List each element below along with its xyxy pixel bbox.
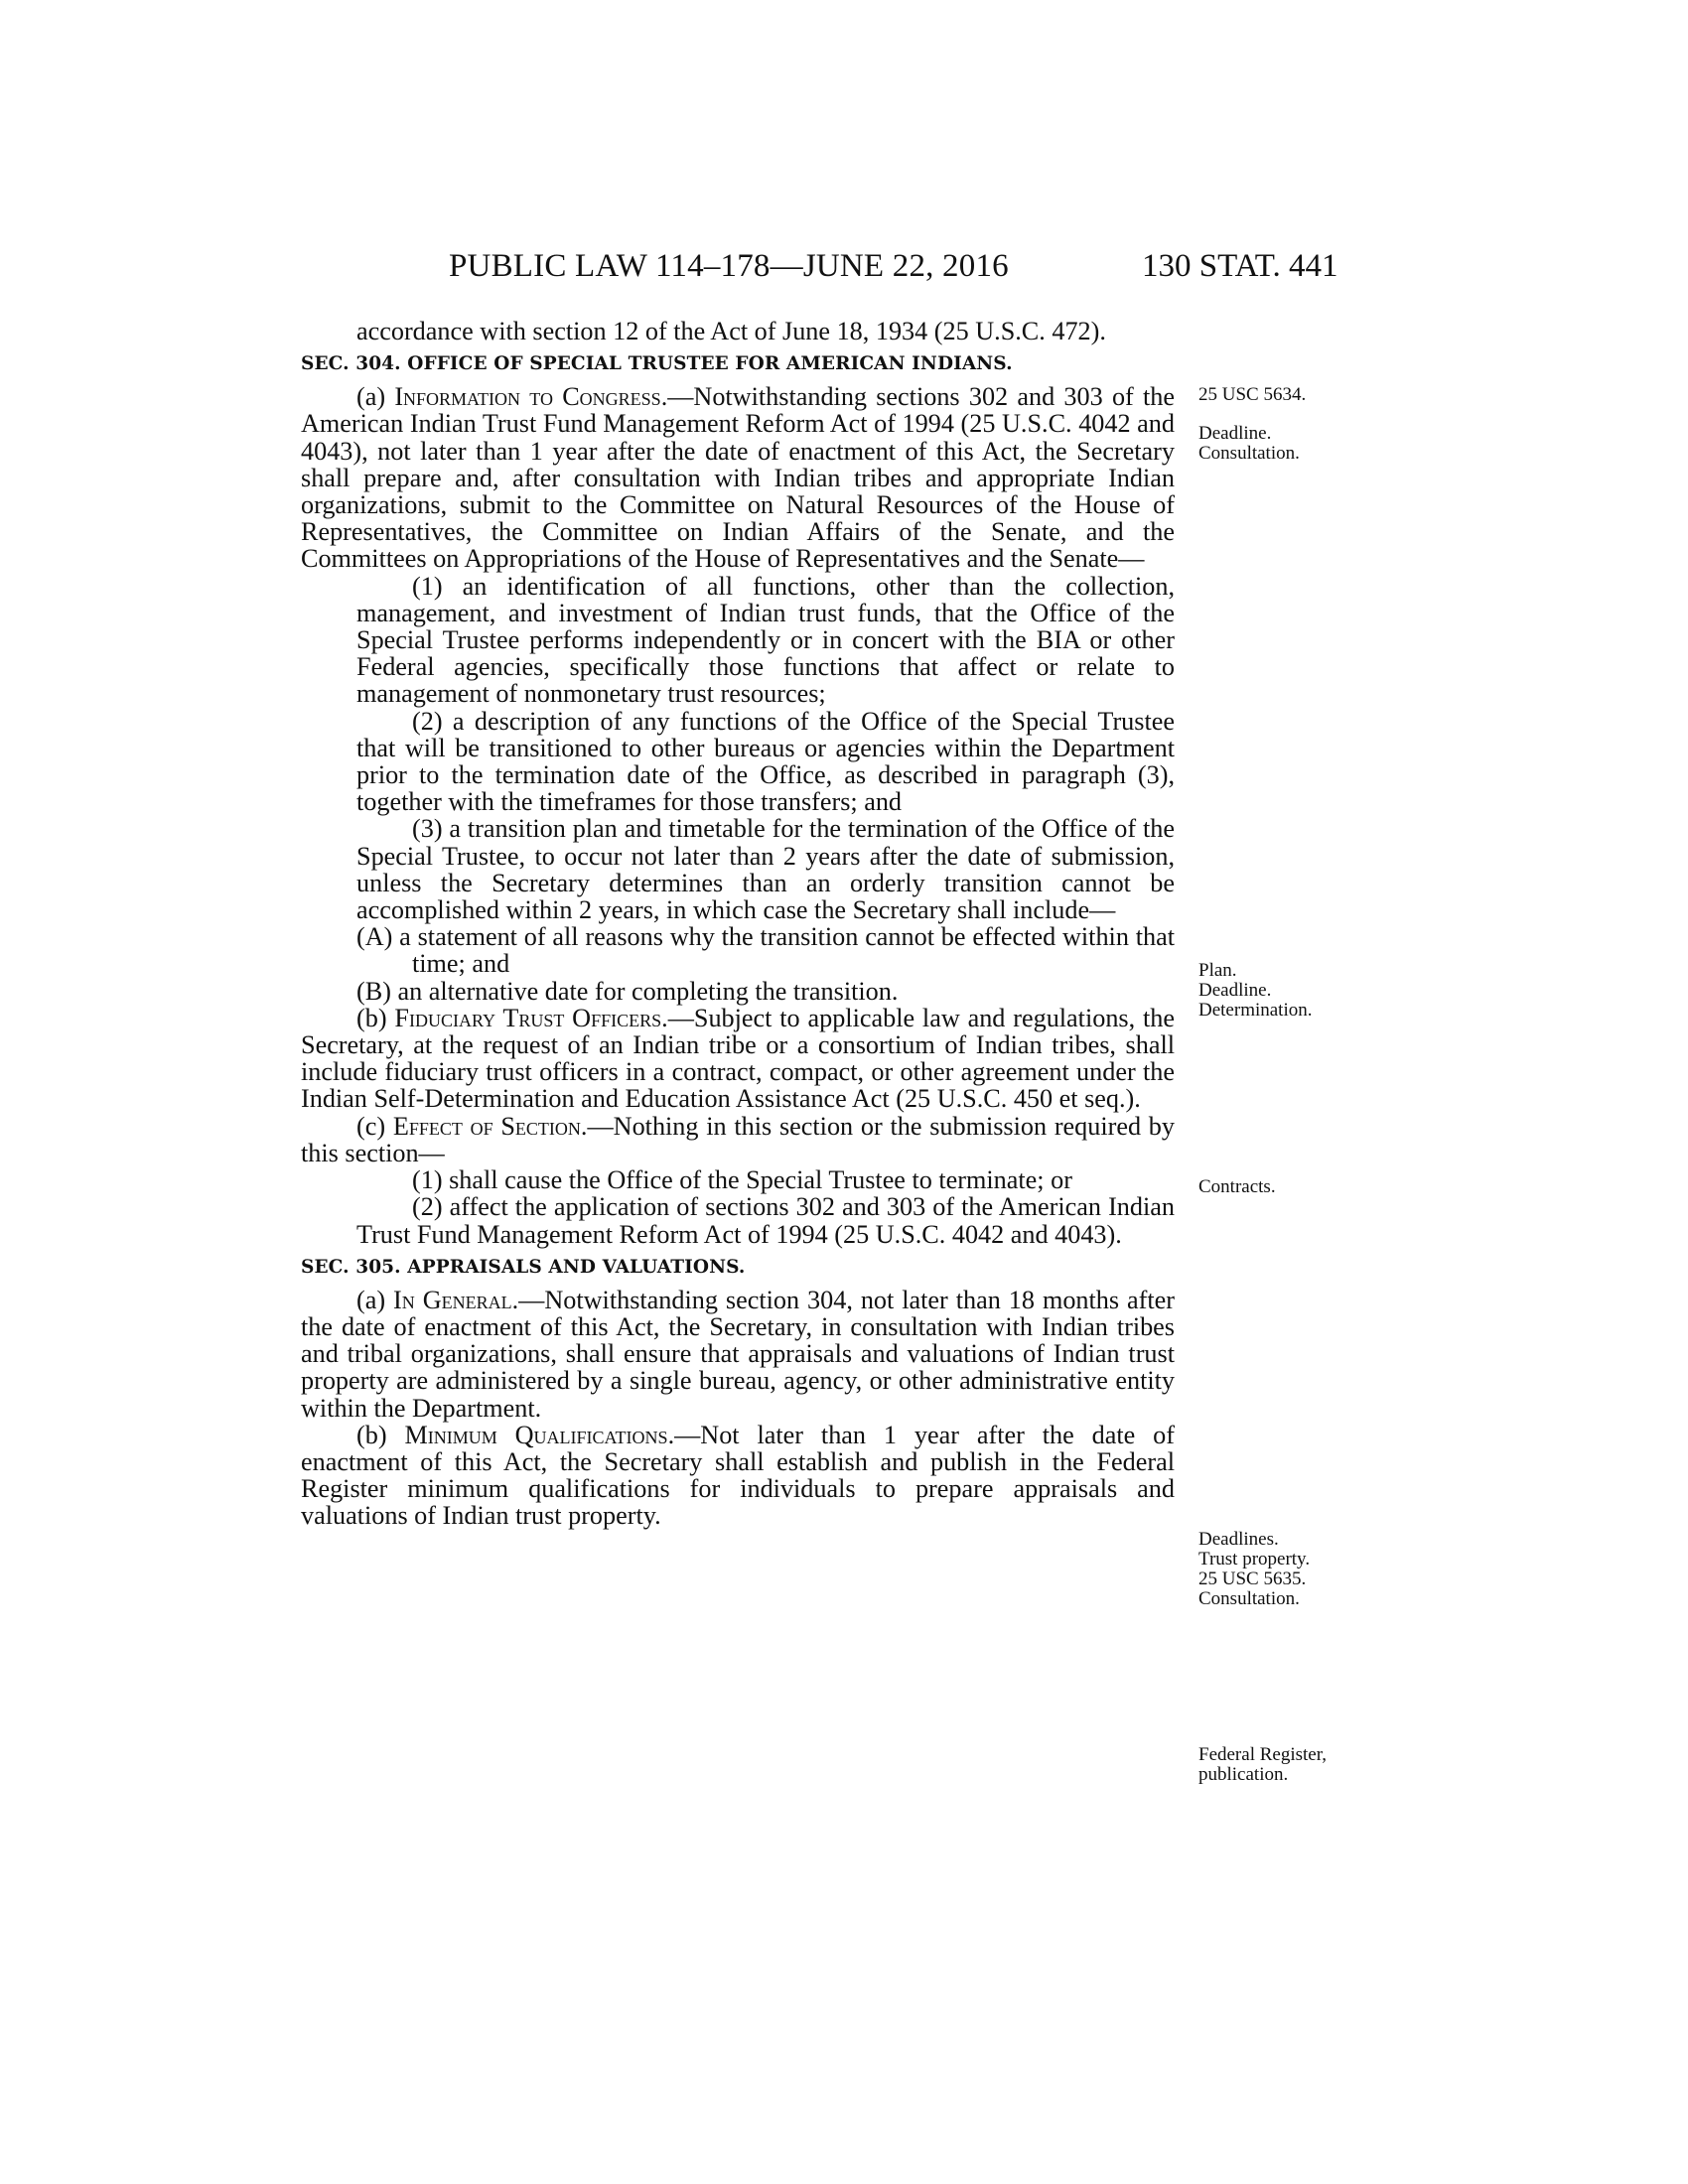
document-body xyxy=(301,318,1175,1530)
paragraph-304-c-1: (1) shall cause the Office of the Special Trustee to terminate; or xyxy=(412,1165,1072,1195)
running-head-stat: 130 STAT. 441 xyxy=(1142,248,1338,284)
subsection-heading: In General xyxy=(393,1285,512,1314)
section-305-heading: SEC. 305. APPRAISALS AND VALUATIONS. xyxy=(301,1256,746,1278)
margin-note-plan: Plan. xyxy=(1198,960,1237,981)
subsection-text: .—Subject to applicable law and regulations, the Secretary, at the request of an Indian tribe or a consortium of Indian tribes, shall include fiduciary trust officers in a contract, compact, or other agreement under the Indian Self-Determination and Education Assistance Act (25 U.S.C. 450 et seq.). xyxy=(301,1003,1176,1114)
margin-note-deadline-2: Deadline. xyxy=(1198,980,1272,1001)
margin-note-publication: publication. xyxy=(1198,1764,1289,1785)
margin-note-consultation-2: Consultation. xyxy=(1198,1588,1300,1609)
subsection-label: (a) xyxy=(356,382,395,412)
subsection-label: (b) xyxy=(356,1003,395,1032)
subsection-heading: Effect of Section xyxy=(392,1111,581,1141)
paragraph-304-a-2: (2) a description of any functions of the Office of the Special Trustee that will be transitioned to other bureaus or agencies within the Department prior to the termination date of the Office, as described in paragraph (3), together with the timeframes for those transfers; and xyxy=(356,706,1175,817)
paragraph-304-a-1: (1) an identification of all functions, other than the collection, management, and investment of Indian trust funds, that the Office of the Special Trustee performs independently or in concert with the BIA or other Federal agencies, specifically those functions that affect or relate to management of nonmonetary trust resources; xyxy=(356,571,1175,709)
subsection-label: (a) xyxy=(356,1285,394,1314)
subsection-label: (c) xyxy=(356,1111,393,1141)
subsection-304-b xyxy=(301,1005,1175,1113)
subparagraph-304-a-3-B: (B) an alternative date for completing the transition. xyxy=(356,976,899,1006)
margin-note-trust-property: Trust property. xyxy=(1198,1549,1311,1570)
margin-note-usc-5635: 25 USC 5635. xyxy=(1198,1569,1307,1589)
paragraph-304-a-3: (3) a transition plan and timetable for the termination of the Office of the Special Trustee, to occur not later than 2 years after the date of submission, unless the Secretary determines than an orderly transition cannot be accomplished within 2 years, in which case the Secretary shall include— xyxy=(356,814,1175,925)
section-304-heading: SEC. 304. OFFICE OF SPECIAL TRUSTEE FOR AMERICAN INDIANS. xyxy=(301,353,1013,375)
subsection-text: .—Not later than 1 year after the date of enactment of this Act, the Secretary shall establish and publish in the Federal Register minimum qualifications for individuals to prepare appraisals and valuations of Indian trust property. xyxy=(301,1420,1175,1531)
subsection-text: .—Notwithstanding sections 302 and 303 of the American Indian Trust Fund Management Reform Act of 1994 (25 U.S.C. 4042 and 4043), not later than 1 year after the date of enactment of this Act, the Secretary shall prepare and, after consultation with Indian tribes and appropriate Indian organizations, submit to the Committee on Natural Resources of the House of Representatives, the Committee on Indian Affairs of the Senate, and the Committees on Appropriations of the House of Representatives and the Senate— xyxy=(301,382,1175,574)
subsection-305-b xyxy=(301,1422,1175,1530)
margin-note-federal-register: Federal Register, xyxy=(1198,1744,1328,1765)
running-head-law: PUBLIC LAW 114–178—JUNE 22, 2016 xyxy=(449,248,1009,284)
subsection-305-a xyxy=(301,1287,1175,1422)
margin-note-consultation: Consultation. xyxy=(1198,443,1300,464)
paragraph-304-c-2: (2) affect the application of sections 302 and 303 of the American Indian Trust Fund Management Reform Act of 1994 (25 U.S.C. 4042 and 4043). xyxy=(356,1192,1175,1249)
margin-note-deadlines: Deadlines. xyxy=(1198,1529,1279,1550)
margin-note-determination: Determination. xyxy=(1198,1000,1313,1021)
margin-note-contracts: Contracts. xyxy=(1198,1176,1276,1197)
subsection-text: .—Nothing in this section or the submission required by this section— xyxy=(301,1111,1175,1167)
subparagraph-304-a-3-A: (A) a statement of all reasons why the transition cannot be effected within that time; and xyxy=(356,922,1175,979)
subsection-304-c xyxy=(301,1113,1175,1166)
subsection-heading: Information to Congress xyxy=(394,382,661,412)
margin-note-usc-5634: 25 USC 5634. xyxy=(1198,384,1307,405)
subsection-label: (b) xyxy=(356,1420,405,1449)
subsection-heading: Minimum Qualifications xyxy=(404,1420,668,1449)
subsection-text: .—Notwithstanding section 304, not later than 18 months after the date of enactment of this Act, the Secretary, in consultation with Indian tribes and tribal organizations, shall ensure that appraisals and valuations of Indian trust property are administered by a single bureau, agency, or other administrative entity within the Department. xyxy=(301,1285,1175,1423)
margin-note-deadline: Deadline. xyxy=(1198,423,1272,444)
subsection-304-a xyxy=(301,383,1175,572)
subsection-heading: Fiduciary Trust Officers xyxy=(394,1003,662,1032)
continuation-paragraph: accordance with section 12 of the Act of June 18, 1934 (25 U.S.C. 472). xyxy=(356,317,1106,345)
